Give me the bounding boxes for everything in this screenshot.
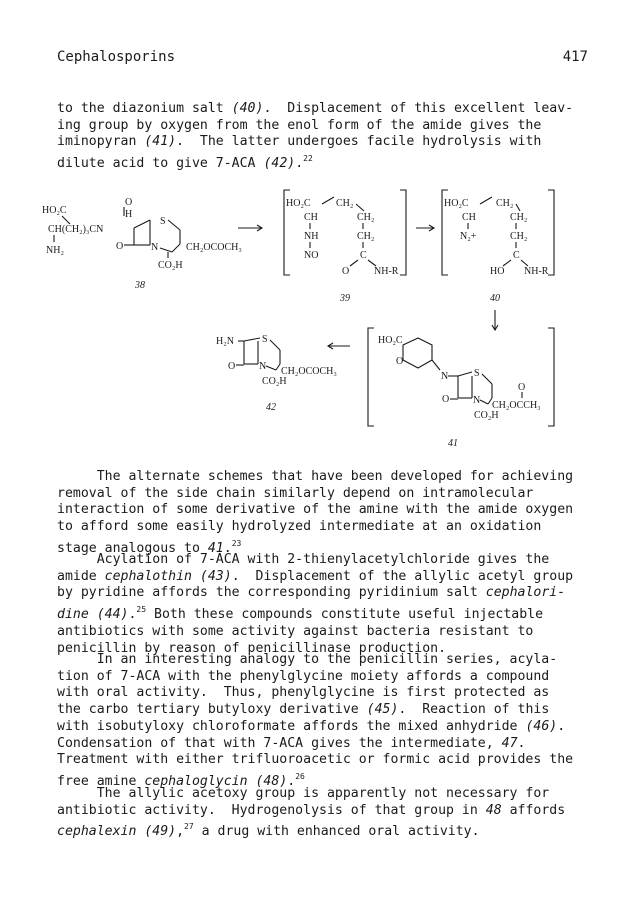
svg-text:CH: CH	[304, 212, 318, 223]
svg-text:O: O	[116, 241, 124, 252]
pyran-ring	[403, 338, 432, 368]
svg-text:H₂N: H₂N	[216, 336, 234, 347]
svg-text:S: S	[160, 216, 166, 227]
bond	[244, 338, 260, 341]
structure-39	[284, 190, 406, 304]
compound-ref: (42)	[263, 156, 296, 172]
svg-text:N₂+: N₂+	[460, 231, 477, 242]
svg-text:H: H	[125, 209, 133, 220]
footnote-ref: 25	[136, 605, 147, 615]
bond	[356, 204, 364, 211]
svg-text:N: N	[151, 242, 159, 253]
svg-text:CH₂OCOCH₃: CH₂OCOCH₃	[186, 242, 242, 253]
svg-text:O: O	[396, 356, 404, 367]
svg-text:C: C	[360, 250, 367, 261]
footnote-ref: 22	[303, 154, 313, 164]
svg-text:CO₂H: CO₂H	[158, 260, 183, 271]
svg-text:N: N	[259, 361, 267, 372]
svg-text:CH₂OCOCH₃: CH₂OCOCH₃	[281, 366, 337, 377]
bond	[480, 197, 492, 204]
compound-ref: cephaloglycin (48)	[144, 773, 288, 789]
bond	[276, 364, 280, 370]
bond	[322, 197, 334, 204]
compound-ref: 47	[501, 735, 518, 751]
bond	[516, 204, 520, 211]
svg-text:O: O	[442, 394, 450, 405]
svg-text:CO₂H: CO₂H	[262, 376, 287, 387]
svg-text:O: O	[342, 266, 350, 277]
svg-text:NO: NO	[304, 250, 319, 261]
bond	[458, 372, 472, 376]
bracket-right	[548, 328, 554, 426]
svg-text:CH₂: CH₂	[510, 231, 528, 242]
compound-number: 41	[448, 438, 458, 449]
compound-ref: (41)	[144, 134, 177, 150]
compound-number: 40	[490, 293, 500, 304]
svg-text:CH₂: CH₂	[510, 212, 528, 223]
bond	[480, 400, 488, 404]
svg-text:CH₂: CH₂	[357, 231, 375, 242]
paragraph-cephaloglycin: In an interesting analogy to the penicillin series, acyla- tion of 7-ACA with the phenylglycine moiety affords a compound with oral activity. Thus, phenylglycine is first protected as the carbo tertiary butyloxy derivative (45). Reaction of this with isobutyloxy chloroformate affords the mixed anhydride (46). Condensation of that with 7-ACA gives the intermediate, 47. Treatment with either trifluoroacetic or formic acid provides the free amine cephaloglycin (48).$^{26}$	[57, 652, 574, 789]
svg-text:NH-R: NH-R	[524, 266, 549, 277]
bond	[160, 248, 172, 252]
compound-ref: dine (44)	[57, 607, 129, 623]
svg-text:NH₂: NH₂	[46, 245, 64, 256]
bracket-right	[548, 190, 554, 275]
svg-text:S: S	[262, 334, 268, 345]
svg-text:CH₂: CH₂	[496, 198, 514, 209]
paragraph-cephalothin: Acylation of 7-ACA with 2-thienylacetylchloride gives the amide cephalothin (43). Displacement of the allylic acetyl group by pyridine affords the corresponding pyridinium salt cephalori- dine (44).$^{25}$ Both these compounds constitute useful injectable antibiotics with some activity against bacteria resistant to penicillin by reason of penicillinase production.	[57, 552, 574, 656]
svg-text:O: O	[518, 382, 526, 393]
svg-text:HO: HO	[490, 266, 505, 277]
compound-ref: (45)	[366, 702, 399, 718]
bond	[168, 220, 180, 230]
compound-ref: (46)	[525, 718, 558, 734]
structure-40	[442, 190, 554, 304]
compound-ref: 48	[485, 802, 502, 818]
structure-42	[216, 334, 337, 413]
bond	[350, 260, 358, 266]
structure-41	[368, 328, 554, 449]
compound-ref: (40)	[231, 101, 264, 116]
svg-text:HO₂C: HO₂C	[378, 335, 403, 346]
paragraph-intro: to the diazonium salt (40). Displacement of this excellent leav- ing group by oxygen from the enol form of the amide gives the iminopyran (41). The latter undergoes facile hydrolysis with dilute acid to give 7-ACA (42).$^{22}$	[57, 101, 574, 172]
svg-text:CH₂: CH₂	[336, 198, 354, 209]
bond	[62, 216, 70, 224]
svg-text:CO₂H: CO₂H	[474, 410, 499, 421]
svg-text:NH: NH	[304, 231, 319, 242]
svg-text:N: N	[473, 395, 481, 406]
reaction-scheme-figure	[40, 180, 620, 480]
compound-ref: 41	[207, 540, 224, 556]
svg-text:NH-R: NH-R	[374, 266, 399, 277]
bond	[172, 244, 180, 252]
bond	[270, 340, 280, 350]
svg-text:CH(CH₂)₃CN: CH(CH₂)₃CN	[48, 224, 104, 235]
compound-number: 39	[340, 293, 350, 304]
svg-text:CH: CH	[462, 212, 476, 223]
footnote-ref: 26	[295, 771, 305, 781]
svg-text:O: O	[228, 361, 236, 372]
svg-text:HO₂C: HO₂C	[444, 198, 469, 209]
svg-text:CH₂: CH₂	[357, 212, 375, 223]
compound-ref: cephalexin (49)	[57, 824, 177, 840]
footnote-ref: 27	[184, 822, 194, 832]
bracket-right	[400, 190, 406, 275]
svg-text:N: N	[441, 371, 449, 382]
compound-number: 42	[266, 402, 276, 413]
bond	[432, 360, 440, 370]
footnote-ref: 23	[231, 538, 242, 548]
paragraph-alternate-schemes: The alternate schemes that have been developed for achieving removal of the side chain similarly depend on intramolecular interaction of some derivative of the amine with the amide oxygen to afford some easily hydrolyzed intermediate at an oxidation stage analogous to 41.23	[57, 469, 574, 556]
svg-text:HO₂C: HO₂C	[42, 205, 67, 216]
compound-ref: cephalori-	[485, 585, 566, 601]
bond	[134, 220, 150, 228]
svg-text:C: C	[513, 250, 520, 261]
compound-ref: cephalothin (43)	[104, 568, 232, 584]
structure-38	[42, 197, 242, 291]
svg-text:CH₂OCCH₃: CH₂OCCH₃	[492, 400, 541, 411]
page-number: 417	[562, 49, 588, 65]
compound-number: 38	[135, 280, 145, 291]
bond	[482, 374, 492, 384]
bracket-left	[368, 328, 374, 426]
bond	[266, 366, 276, 370]
paragraph-cephalexin: The allylic acetoxy group is apparently not necessary for antibiotic activity. Hydrogenolysis of that group in 48 affords cephalexin (49),$^{27}$ a drug with enhanced oral activity.	[57, 786, 566, 840]
svg-text:HO₂C: HO₂C	[286, 198, 311, 209]
svg-text:O: O	[125, 197, 133, 208]
running-header-title: Cephalosporins	[57, 49, 176, 65]
svg-text:S: S	[474, 368, 480, 379]
